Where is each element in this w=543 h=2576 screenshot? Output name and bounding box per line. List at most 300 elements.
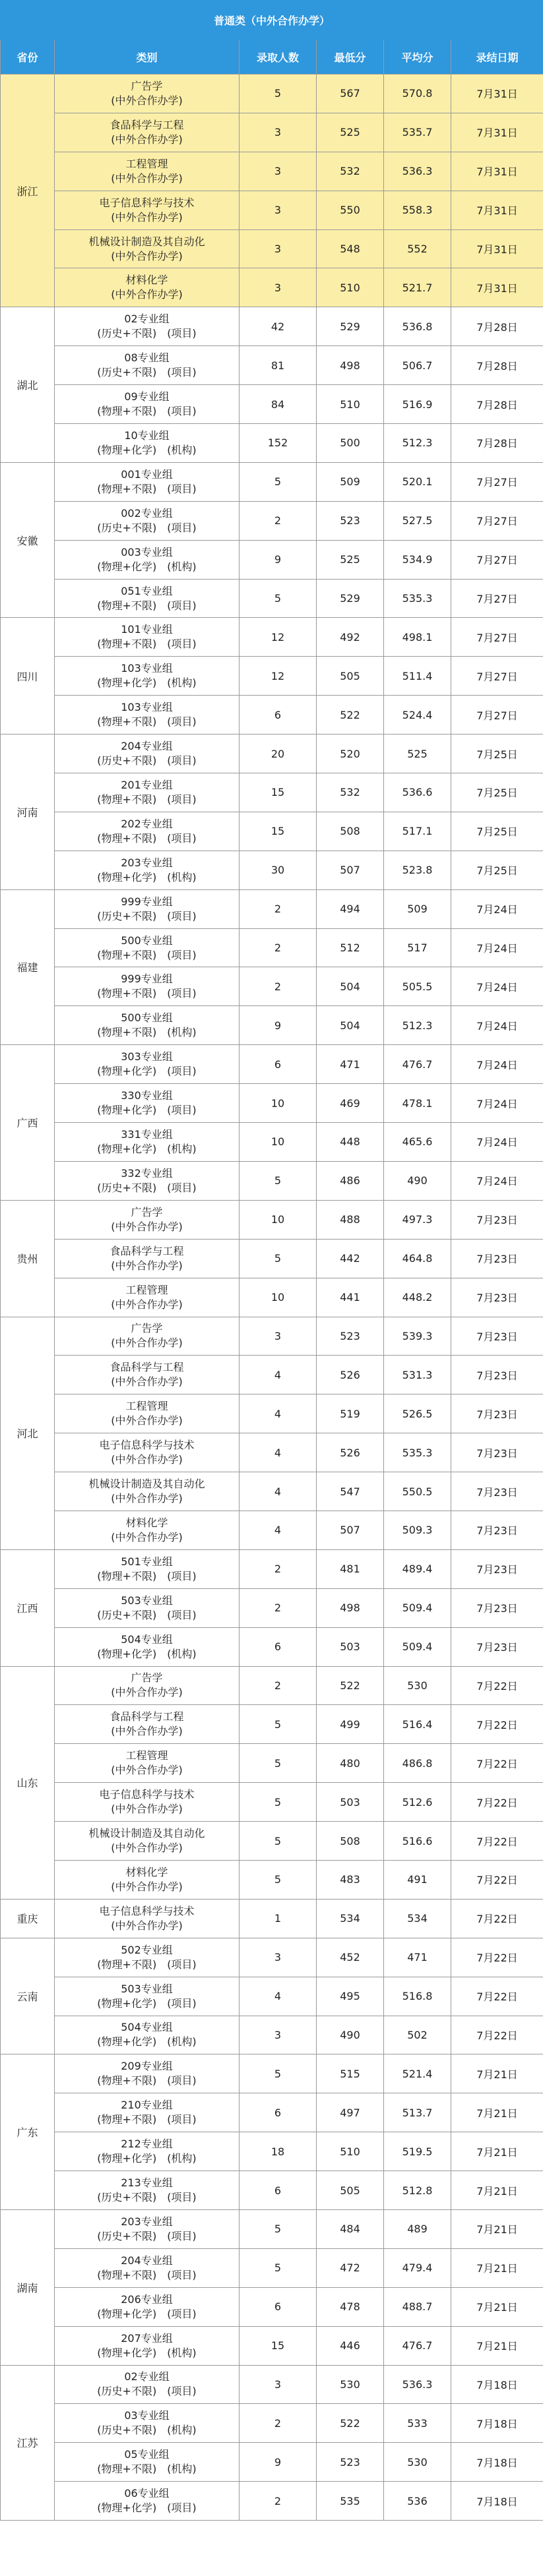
closing-date-cell: 7月23日 — [451, 1549, 543, 1588]
category-detail: (中外合作办学) — [111, 1530, 183, 1543]
avg-score-cell: 552 — [384, 229, 451, 268]
admitted-count-cell: 2 — [240, 889, 317, 928]
closing-date-cell: 7月23日 — [451, 1588, 543, 1627]
closing-date-cell: 7月24日 — [451, 1123, 543, 1162]
table-row — [1, 501, 543, 540]
closing-date-cell: 7月22日 — [451, 1744, 543, 1783]
category-name: 002专业组 — [121, 506, 173, 520]
admitted-count-cell: 6 — [240, 696, 317, 734]
province-cell: 贵州 — [1, 1200, 55, 1317]
avg-score-cell: 534 — [384, 1899, 451, 1938]
table-row — [1, 1549, 543, 1588]
category-cell — [55, 1666, 240, 1705]
category-name: 工程管理 — [125, 157, 168, 170]
avg-score-cell: 476.7 — [384, 2326, 451, 2365]
province-cell: 福建 — [1, 889, 55, 1045]
table-row — [1, 75, 543, 113]
province-cell: 河南 — [1, 734, 55, 890]
category-name: 101专业组 — [121, 623, 173, 636]
table-row — [1, 851, 543, 889]
min-score-cell: 505 — [317, 657, 384, 696]
avg-score-cell: 536.8 — [384, 307, 451, 346]
category-detail: (物理+化学) (机构) — [97, 1647, 197, 1660]
table-row — [1, 1045, 543, 1084]
province-cell: 河北 — [1, 1317, 55, 1549]
category-detail: (物理+化学) (项目) — [97, 1104, 197, 1117]
closing-date-cell: 7月28日 — [451, 385, 543, 424]
category-name: 05专业组 — [124, 2448, 170, 2461]
category-cell — [55, 1511, 240, 1549]
admitted-count-cell: 152 — [240, 424, 317, 463]
category-name: 500专业组 — [121, 1011, 173, 1025]
category-cell — [55, 2404, 240, 2443]
closing-date-cell: 7月21日 — [451, 2209, 543, 2248]
avg-score-cell: 536.3 — [384, 2365, 451, 2404]
admitted-count-cell: 10 — [240, 1278, 317, 1317]
avg-score-cell: 505.5 — [384, 967, 451, 1006]
admitted-count-cell: 12 — [240, 657, 317, 696]
header-category: 类别 — [55, 40, 240, 75]
province-cell: 云南 — [1, 1938, 55, 2054]
category-cell — [55, 696, 240, 734]
table-row — [1, 2248, 543, 2287]
min-score-cell: 522 — [317, 1666, 384, 1705]
category-cell — [55, 2482, 240, 2521]
admitted-count-cell: 5 — [240, 579, 317, 618]
table-row — [1, 113, 543, 152]
table-row — [1, 773, 543, 812]
closing-date-cell: 7月22日 — [451, 2016, 543, 2054]
category-cell — [55, 1123, 240, 1162]
min-score-cell: 498 — [317, 346, 384, 385]
avg-score-cell: 530 — [384, 1666, 451, 1705]
category-detail: (物理+不限) (机构) — [97, 2463, 197, 2476]
admitted-count-cell: 4 — [240, 1472, 317, 1511]
category-cell — [55, 1006, 240, 1045]
table-row — [1, 1822, 543, 1861]
table-row — [1, 268, 543, 307]
category-name: 02专业组 — [124, 2370, 170, 2383]
category-name: 500专业组 — [121, 934, 173, 947]
province-cell: 江西 — [1, 1549, 55, 1666]
admitted-count-cell: 6 — [240, 2171, 317, 2210]
min-score-cell: 508 — [317, 812, 384, 851]
category-cell — [55, 2054, 240, 2093]
category-detail: (中外合作办学) — [111, 1220, 183, 1233]
admitted-count-cell: 4 — [240, 1433, 317, 1472]
closing-date-cell: 7月23日 — [451, 1200, 543, 1239]
closing-date-cell: 7月21日 — [451, 2287, 543, 2326]
admitted-count-cell: 4 — [240, 1394, 317, 1433]
min-score-cell: 523 — [317, 2443, 384, 2482]
min-score-cell: 495 — [317, 1977, 384, 2016]
admitted-count-cell: 9 — [240, 1006, 317, 1045]
min-score-cell: 567 — [317, 75, 384, 113]
table-row — [1, 618, 543, 657]
min-score-cell: 448 — [317, 1123, 384, 1162]
avg-score-cell: 534.9 — [384, 540, 451, 579]
min-score-cell: 486 — [317, 1161, 384, 1200]
category-name: 051专业组 — [121, 584, 173, 597]
avg-score-cell: 516.6 — [384, 1822, 451, 1861]
avg-score-cell: 476.7 — [384, 1045, 451, 1084]
category-detail: (物理+不限) (项目) — [97, 948, 197, 961]
table-row — [1, 2404, 543, 2443]
table-row — [1, 2054, 543, 2093]
category-detail: (物理+不限) (项目) — [97, 2074, 197, 2087]
table-row — [1, 928, 543, 967]
closing-date-cell: 7月23日 — [451, 1394, 543, 1433]
category-detail: (中外合作办学) — [111, 210, 183, 224]
closing-date-cell: 7月28日 — [451, 307, 543, 346]
table-row — [1, 1317, 543, 1356]
min-score-cell: 535 — [317, 2482, 384, 2521]
category-cell — [55, 346, 240, 385]
min-score-cell: 504 — [317, 1006, 384, 1045]
admitted-count-cell: 3 — [240, 1938, 317, 1977]
closing-date-cell: 7月23日 — [451, 1627, 543, 1666]
province-cell: 浙江 — [1, 75, 55, 307]
closing-date-cell: 7月23日 — [451, 1472, 543, 1511]
avg-score-cell: 509.4 — [384, 1588, 451, 1627]
category-name: 203专业组 — [121, 856, 173, 869]
category-detail: (历史+不限) (项目) — [97, 366, 197, 379]
closing-date-cell: 7月22日 — [451, 1705, 543, 1744]
category-detail: (物理+不限) (项目) — [97, 715, 197, 729]
closing-date-cell: 7月25日 — [451, 812, 543, 851]
admitted-count-cell: 10 — [240, 1084, 317, 1123]
category-detail: (历史+不限) (项目) — [97, 2229, 197, 2242]
table-row — [1, 696, 543, 734]
closing-date-cell: 7月31日 — [451, 113, 543, 152]
category-detail: (物理+化学) (机构) — [97, 2035, 197, 2049]
category-cell — [55, 618, 240, 657]
category-cell — [55, 851, 240, 889]
table-row — [1, 1666, 543, 1705]
closing-date-cell: 7月27日 — [451, 579, 543, 618]
avg-score-cell: 558.3 — [384, 191, 451, 229]
table-row — [1, 889, 543, 928]
closing-date-cell: 7月23日 — [451, 1278, 543, 1317]
avg-score-cell: 491 — [384, 1860, 451, 1899]
min-score-cell: 507 — [317, 1511, 384, 1549]
admitted-count-cell: 5 — [240, 1783, 317, 1822]
closing-date-cell: 7月23日 — [451, 1356, 543, 1394]
category-cell — [55, 424, 240, 463]
category-cell — [55, 2016, 240, 2054]
admitted-count-cell: 3 — [240, 268, 317, 307]
table-body — [1, 75, 543, 2521]
admitted-count-cell: 81 — [240, 346, 317, 385]
category-cell — [55, 1549, 240, 1588]
table-row — [1, 1588, 543, 1627]
category-name: 207专业组 — [121, 2331, 173, 2345]
table-row — [1, 2482, 543, 2521]
table-row — [1, 2171, 543, 2210]
closing-date-cell: 7月28日 — [451, 346, 543, 385]
closing-date-cell: 7月22日 — [451, 1977, 543, 2016]
category-name: 503专业组 — [121, 1594, 173, 1607]
category-cell — [55, 2326, 240, 2365]
category-name: 电子信息科学与技术 — [99, 1788, 195, 1801]
min-score-cell: 446 — [317, 2326, 384, 2365]
avg-score-cell: 490 — [384, 1161, 451, 1200]
table-row — [1, 540, 543, 579]
closing-date-cell: 7月22日 — [451, 1860, 543, 1899]
category-name: 202专业组 — [121, 817, 173, 830]
category-name: 工程管理 — [125, 1400, 168, 1413]
min-score-cell: 529 — [317, 579, 384, 618]
table-row — [1, 1394, 543, 1433]
category-detail: (中外合作办学) — [111, 1842, 183, 1855]
category-name: 331专业组 — [121, 1127, 173, 1141]
category-detail: (物理+不限) (项目) — [97, 1569, 197, 1582]
category-detail: (物理+化学) (项目) — [97, 2307, 197, 2320]
min-score-cell: 490 — [317, 2016, 384, 2054]
avg-score-cell: 512.6 — [384, 1783, 451, 1822]
admitted-count-cell: 5 — [240, 1822, 317, 1861]
avg-score-cell: 535.3 — [384, 579, 451, 618]
avg-score-cell: 535.3 — [384, 1433, 451, 1472]
closing-date-cell: 7月31日 — [451, 191, 543, 229]
min-score-cell: 472 — [317, 2248, 384, 2287]
category-detail: (中外合作办学) — [111, 1919, 183, 1932]
admitted-count-cell: 2 — [240, 928, 317, 967]
table-row — [1, 1123, 543, 1162]
closing-date-cell: 7月23日 — [451, 1239, 543, 1278]
category-name: 332专业组 — [121, 1166, 173, 1180]
category-detail: (物理+化学) (机构) — [97, 443, 197, 456]
admitted-count-cell: 5 — [240, 1860, 317, 1899]
closing-date-cell: 7月21日 — [451, 2054, 543, 2093]
closing-date-cell: 7月23日 — [451, 1433, 543, 1472]
province-cell: 重庆 — [1, 1899, 55, 1938]
category-cell — [55, 1278, 240, 1317]
category-cell — [55, 2093, 240, 2132]
category-detail: (中外合作办学) — [111, 1764, 183, 1777]
avg-score-cell: 525 — [384, 734, 451, 773]
avg-score-cell: 516.9 — [384, 385, 451, 424]
category-name: 食品科学与工程 — [110, 118, 184, 131]
table-row — [1, 1006, 543, 1045]
category-cell — [55, 191, 240, 229]
category-detail: (物理+不限) (项目) — [97, 2268, 197, 2281]
closing-date-cell: 7月22日 — [451, 1783, 543, 1822]
closing-date-cell: 7月24日 — [451, 928, 543, 967]
category-cell — [55, 1239, 240, 1278]
category-name: 电子信息科学与技术 — [99, 1439, 195, 1452]
table-row — [1, 2132, 543, 2171]
category-detail: (中外合作办学) — [111, 288, 183, 301]
category-cell — [55, 579, 240, 618]
closing-date-cell: 7月27日 — [451, 618, 543, 657]
avg-score-cell: 448.2 — [384, 1278, 451, 1317]
table-row — [1, 1084, 543, 1123]
admitted-count-cell: 9 — [240, 540, 317, 579]
admitted-count-cell: 3 — [240, 152, 317, 191]
category-cell — [55, 1744, 240, 1783]
category-detail: (物理+化学) (项目) — [97, 2501, 197, 2515]
table-row — [1, 1977, 543, 2016]
admitted-count-cell: 9 — [240, 2443, 317, 2482]
admitted-count-cell: 3 — [240, 113, 317, 152]
avg-score-cell: 509.3 — [384, 1511, 451, 1549]
category-name: 广告学 — [131, 1322, 163, 1335]
admitted-count-cell: 2 — [240, 501, 317, 540]
table-row — [1, 1200, 543, 1239]
closing-date-cell: 7月18日 — [451, 2365, 543, 2404]
province-cell: 四川 — [1, 618, 55, 734]
province-cell: 湖南 — [1, 2209, 55, 2365]
closing-date-cell: 7月25日 — [451, 851, 543, 889]
category-name: 08专业组 — [124, 351, 170, 365]
category-detail: (中外合作办学) — [111, 1298, 183, 1311]
min-score-cell: 469 — [317, 1084, 384, 1123]
min-score-cell: 525 — [317, 540, 384, 579]
min-score-cell: 492 — [317, 618, 384, 657]
category-name: 食品科学与工程 — [110, 1244, 184, 1257]
table-row — [1, 1161, 543, 1200]
admitted-count-cell: 3 — [240, 1317, 317, 1356]
category-detail: (中外合作办学) — [111, 1336, 183, 1350]
table-row — [1, 152, 543, 191]
table-row — [1, 1239, 543, 1278]
min-score-cell: 510 — [317, 268, 384, 307]
table-row — [1, 1860, 543, 1899]
avg-score-cell: 478.1 — [384, 1084, 451, 1123]
category-cell — [55, 1977, 240, 2016]
admitted-count-cell: 5 — [240, 1705, 317, 1744]
admitted-count-cell: 3 — [240, 229, 317, 268]
category-name: 食品科学与工程 — [110, 1710, 184, 1723]
category-name: 209专业组 — [121, 2060, 173, 2073]
category-cell — [55, 229, 240, 268]
min-score-cell: 494 — [317, 889, 384, 928]
closing-date-cell: 7月24日 — [451, 889, 543, 928]
category-cell — [55, 152, 240, 191]
admitted-count-cell: 84 — [240, 385, 317, 424]
admitted-count-cell: 4 — [240, 1356, 317, 1394]
category-cell — [55, 1084, 240, 1123]
category-cell — [55, 1317, 240, 1356]
category-detail: (物理+不限) (项目) — [97, 599, 197, 612]
category-name: 材料化学 — [125, 274, 168, 287]
admitted-count-cell: 5 — [240, 1744, 317, 1783]
avg-score-cell: 512.3 — [384, 1006, 451, 1045]
category-name: 02专业组 — [124, 313, 170, 326]
category-cell — [55, 928, 240, 967]
min-score-cell: 452 — [317, 1938, 384, 1977]
category-detail: (中外合作办学) — [111, 1803, 183, 1816]
table-row — [1, 385, 543, 424]
category-name: 201专业组 — [121, 778, 173, 791]
category-cell — [55, 967, 240, 1006]
category-detail: (物理+化学) (项目) — [97, 1065, 197, 1078]
admitted-count-cell: 5 — [240, 1239, 317, 1278]
closing-date-cell: 7月22日 — [451, 1666, 543, 1705]
category-detail: (历史+不限) (机构) — [97, 2424, 197, 2437]
admitted-count-cell: 5 — [240, 2248, 317, 2287]
category-detail: (历史+不限) (项目) — [97, 754, 197, 767]
table-row — [1, 1433, 543, 1472]
category-detail: (物理+不限) (项目) — [97, 482, 197, 495]
closing-date-cell: 7月27日 — [451, 462, 543, 501]
table-row — [1, 657, 543, 696]
closing-date-cell: 7月25日 — [451, 773, 543, 812]
admitted-count-cell: 2 — [240, 1666, 317, 1705]
category-name: 504专业组 — [121, 2021, 173, 2034]
category-detail: (物理+不限) (项目) — [97, 793, 197, 806]
admitted-count-cell: 12 — [240, 618, 317, 657]
min-score-cell: 532 — [317, 152, 384, 191]
category-name: 食品科学与工程 — [110, 1361, 184, 1374]
category-cell — [55, 2248, 240, 2287]
category-cell — [55, 1938, 240, 1977]
admitted-count-cell: 10 — [240, 1200, 317, 1239]
min-score-cell: 509 — [317, 462, 384, 501]
admitted-count-cell: 10 — [240, 1123, 317, 1162]
category-name: 501专业组 — [121, 1555, 173, 1568]
category-name: 003专业组 — [121, 545, 173, 558]
avg-score-cell: 517 — [384, 928, 451, 967]
avg-score-cell: 486.8 — [384, 1744, 451, 1783]
category-name: 工程管理 — [125, 1283, 168, 1296]
closing-date-cell: 7月22日 — [451, 1822, 543, 1861]
table-row — [1, 2093, 543, 2132]
closing-date-cell: 7月21日 — [451, 2093, 543, 2132]
header-avg-score: 平均分 — [384, 40, 451, 75]
min-score-cell: 523 — [317, 1317, 384, 1356]
category-name: 330专业组 — [121, 1089, 173, 1102]
min-score-cell: 471 — [317, 1045, 384, 1084]
admitted-count-cell: 5 — [240, 462, 317, 501]
min-score-cell: 526 — [317, 1356, 384, 1394]
min-score-cell: 505 — [317, 2171, 384, 2210]
category-detail: (中外合作办学) — [111, 1492, 183, 1505]
category-detail: (历史+不限) (项目) — [97, 521, 197, 534]
province-cell: 江苏 — [1, 2365, 55, 2521]
category-name: 503专业组 — [121, 1982, 173, 1995]
category-cell — [55, 1822, 240, 1861]
category-name: 06专业组 — [124, 2487, 170, 2500]
category-cell — [55, 385, 240, 424]
closing-date-cell: 7月28日 — [451, 424, 543, 463]
category-detail: (中外合作办学) — [111, 249, 183, 262]
category-detail: (物理+不限) (机构) — [97, 1026, 197, 1039]
min-score-cell: 525 — [317, 113, 384, 152]
min-score-cell: 547 — [317, 1472, 384, 1511]
avg-score-cell: 513.7 — [384, 2093, 451, 2132]
category-name: 204专业组 — [121, 2254, 173, 2267]
min-score-cell: 526 — [317, 1433, 384, 1472]
avg-score-cell: 519.5 — [384, 2132, 451, 2171]
category-name: 999专业组 — [121, 973, 173, 986]
table-row — [1, 1511, 543, 1549]
category-name: 机械设计制造及其自动化 — [88, 1478, 205, 1490]
min-score-cell: 483 — [317, 1860, 384, 1899]
avg-score-cell: 511.4 — [384, 657, 451, 696]
closing-date-cell: 7月24日 — [451, 1161, 543, 1200]
category-detail: (物理+化学) (机构) — [97, 2152, 197, 2165]
category-cell — [55, 734, 240, 773]
min-score-cell: 480 — [317, 1744, 384, 1783]
category-cell — [55, 2365, 240, 2404]
category-detail: (中外合作办学) — [111, 1259, 183, 1272]
category-name: 广告学 — [131, 79, 163, 92]
category-detail: (中外合作办学) — [111, 94, 183, 107]
table-row — [1, 967, 543, 1006]
category-cell — [55, 307, 240, 346]
